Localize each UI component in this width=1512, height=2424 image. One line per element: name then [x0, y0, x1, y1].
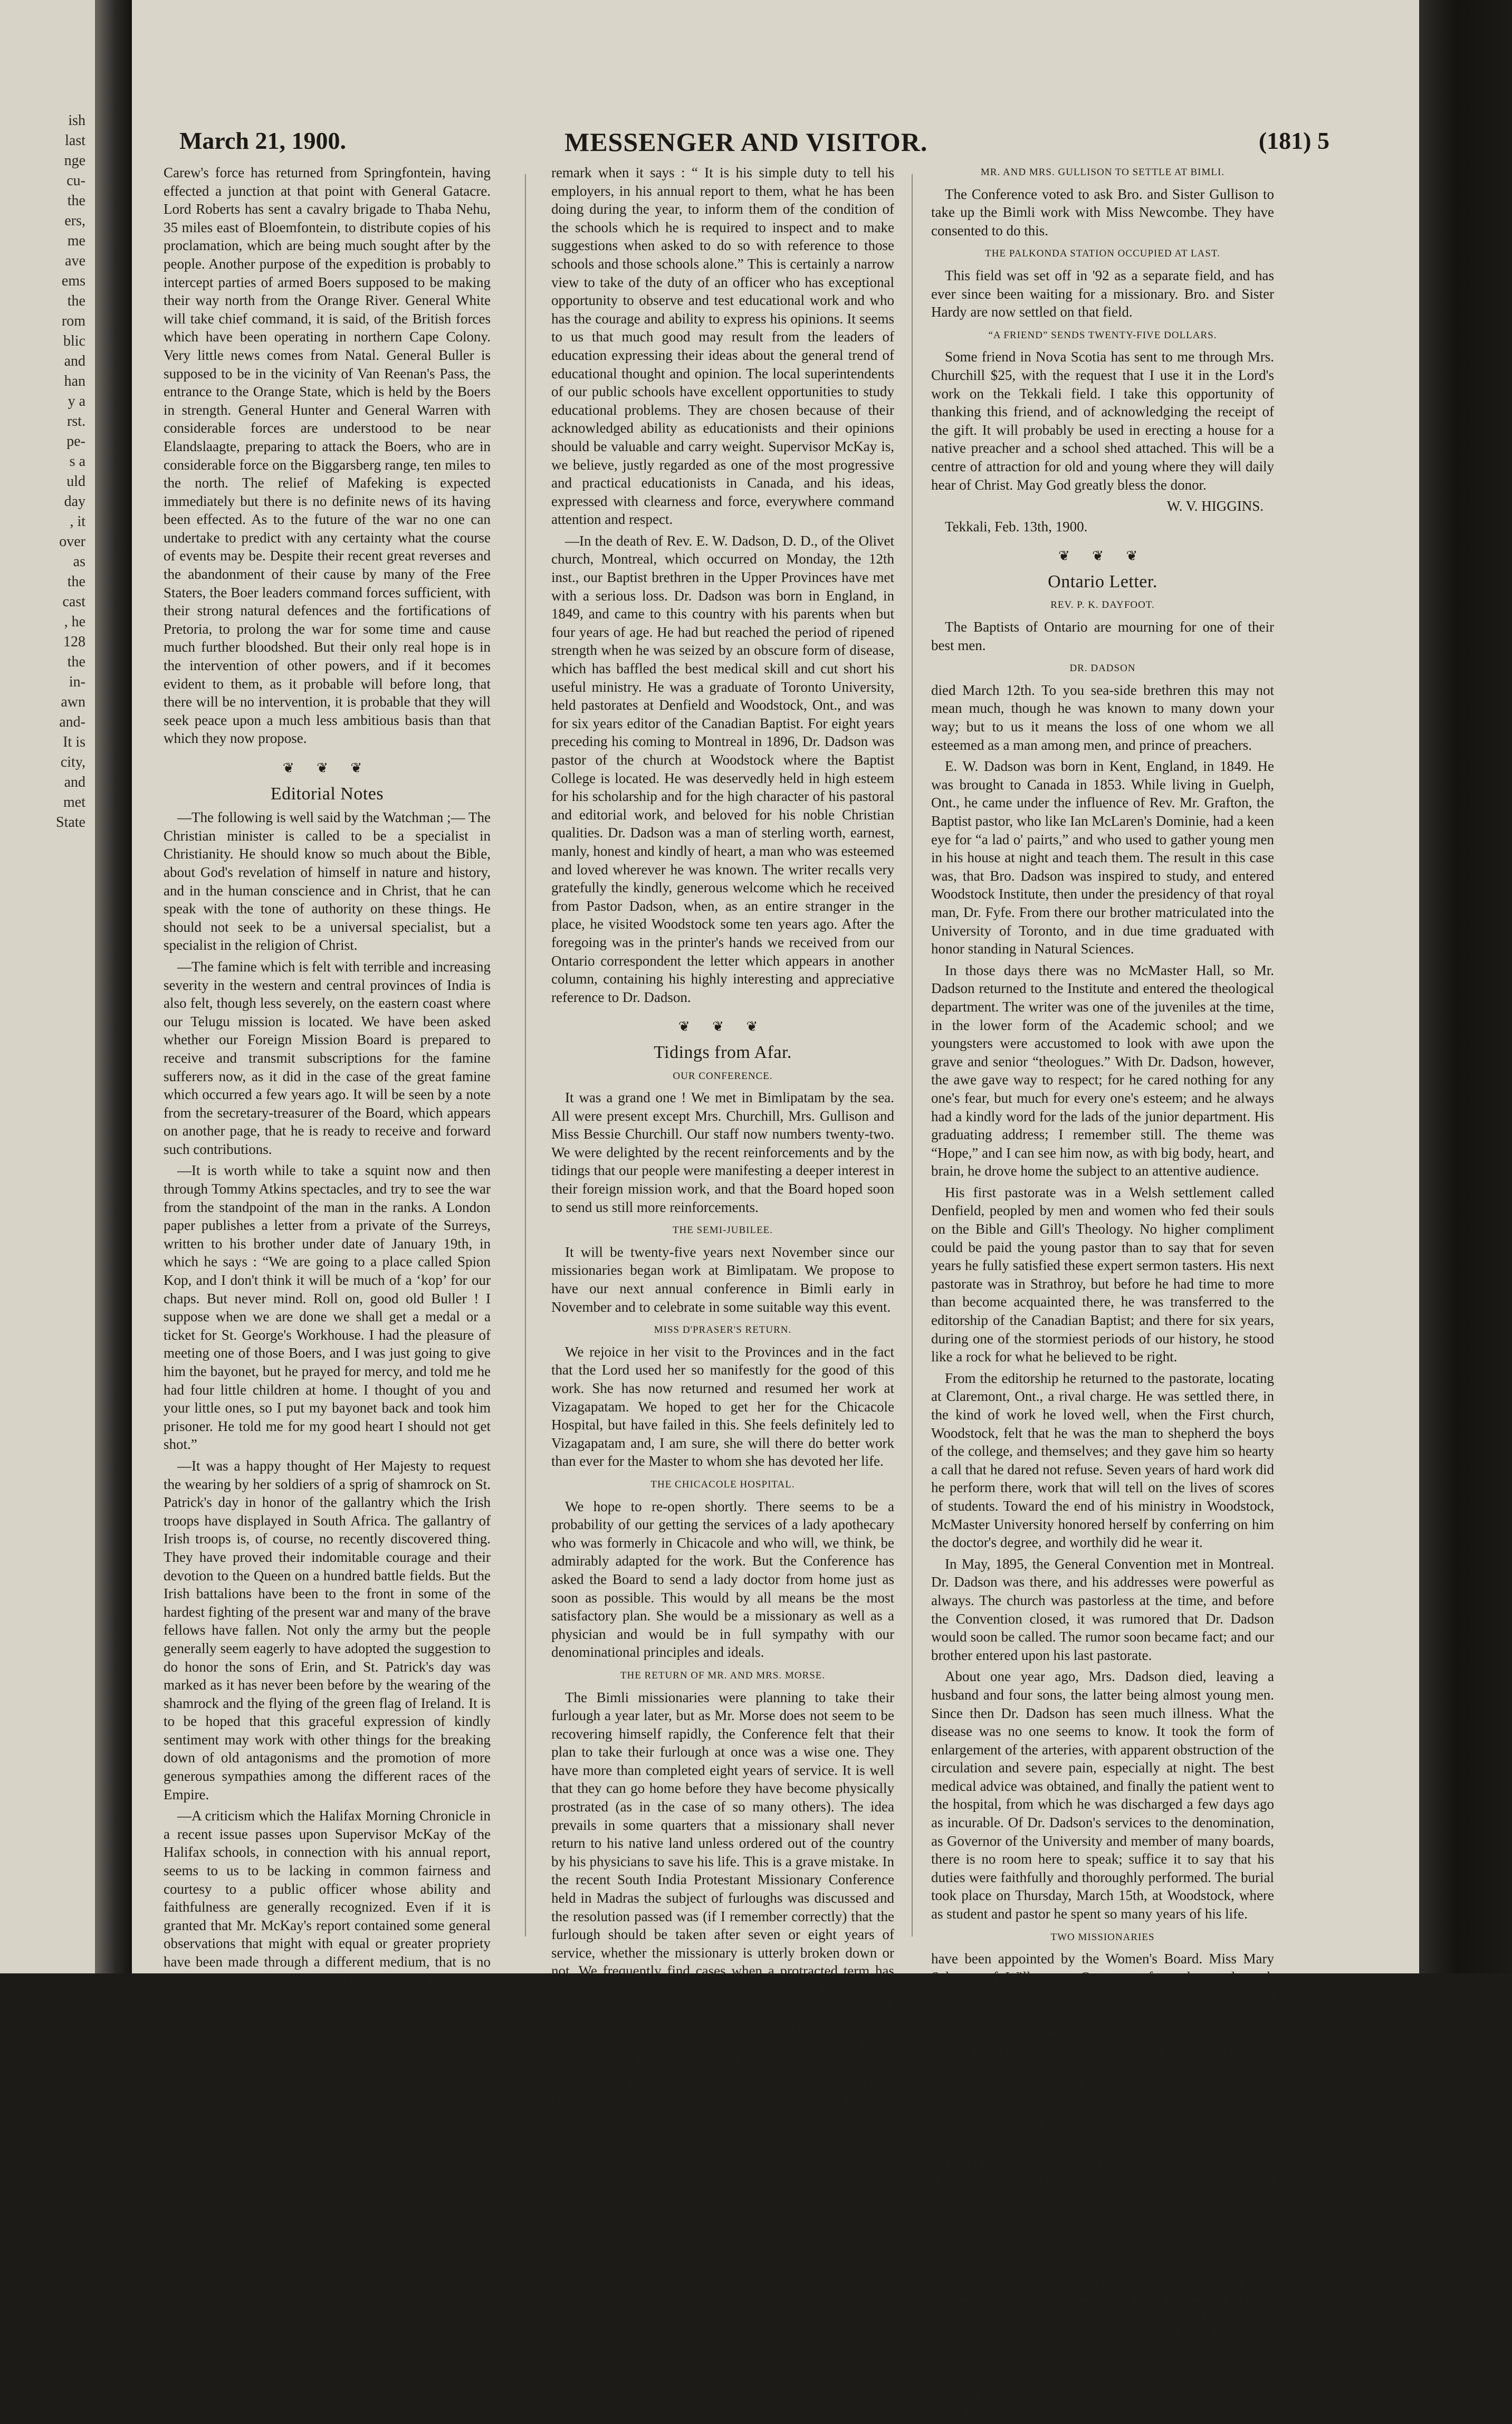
subheading: THE RETURN OF MR. AND MRS. MORSE. — [620, 1669, 826, 1681]
editorial-paragraph: —In the death of Rev. E. W. Dadson, D. D., of the Olivet church, Montreal, which occurred on Monday, the 12th inst., our Baptist brethren in the Upper Provinces have met with a serious loss. Dr. Dadson was born in England, in 1849, and came to this country with his parents when but four years of age. He had but reached the period of ripened strength when he was seized by an obscure form of disease, which has baffled the best medical skill and cut short his useful ministry. He was a graduate of Toronto University, held pastorates at Denfield and Woodstock, Ont., and was for six years editor of the Canadian Baptist. For eight years preceding his coming to Montreal in 1896, Dr. Dadson was pastor of the church at Woodstock where the Baptist College is located. He was deservedly held in high esteem for his scholarship and for the high character of his pastoral and editorial work, and beloved for his noble Christian qualities. Dr. Dadson was a man of sterling worth, earnest, manly, honest and kindly of heart, a man who was esteemed and loved wherever he was known. The writer recalls very gratefully the kindly, generous welcome which he received from Pastor Dadson, when, as an entire stranger in the place, he visited Woodstock some ten years ago. After the foregoing was in the printer's hands we received from our Ontario correspondent the letter which appears in another column, containing his highly interesting and appreciative reference to Dr. Dadson. — [551, 532, 894, 1005]
masthead-title: MESSENGER AND VISITOR. — [564, 127, 928, 157]
page-header — [179, 127, 1329, 169]
previous-page-fragment: 128 — [63, 634, 85, 650]
article-paragraph: Some friend in Nova Scotia has sent to me through Mrs. Churchill $25, with the request that I use it in the Lord's work on the Tekkali field. I take this opportunity of thanking this friend, and of acknowledging the receipt of the gift. It will probably be used in erecting a house for a native preacher and a school shed attached. This will be a centre of attraction for old and young where they will daily hear of Christ. May God greatly bless the donor. — [931, 349, 1274, 493]
subheading: TWO MISSIONARIES — [1050, 1931, 1155, 1943]
article-paragraph: died March 12th. To you sea-side brethren this may not mean much, though he was known to many down your way; but to us it means the loss of one whom we all esteemed as a man among men, and prince of preachers. — [931, 682, 1274, 753]
subheading: THE SEMI-JUBILEE. — [672, 1225, 773, 1236]
article-paragraph: E. W. Dadson was born in Kent, England, in 1849. He was brought to Canada in 1853. While living in Guelph, Ont., he came under the influence of Rev. Mr. Grafton, the Baptist pastor, who like Ian McLaren's Dominie, had a keen eye for “a lad o' pairts,” and who used to gather young men in his house at night and teach them. The result in this case was, that Bro. Dadson was inspired to study, and entered Woodstock Institute, then under the presidency of that royal man, Dr. Fyfe. From there our brother matriculated into the University of Toronto, and in due time graduated with honor standing in Natural Sciences. — [931, 758, 1274, 957]
column-rule — [525, 174, 526, 1936]
ontario-letter-heading: Ontario Letter. — [1048, 571, 1157, 591]
previous-page-fragment: and — [64, 353, 85, 369]
previous-page-fragment: rom — [61, 313, 85, 329]
column-1 — [164, 164, 491, 1988]
column-3 — [931, 164, 1274, 2423]
article-paragraph: In May, 1895, the General Convention met in Montreal. Dr. Dadson was there, and his addresses were powerful as always. The church was pastorless at the time, and before the Convention closed, it was rumored that Dr. Dadson would soon be called. The rumor soon became fact; and our brother entered upon his last pastorate. — [931, 1555, 1274, 1663]
article-paragraph: The Baptists of Ontario are mourning for one of their best men. — [931, 619, 1274, 653]
previous-page-fragment: over — [59, 533, 85, 550]
previous-page-fragment: ems — [61, 273, 85, 289]
byline: REV. P. K. DAYFOOT. — [1050, 599, 1155, 611]
previous-page-fragments — [0, 111, 90, 833]
previous-page-fragment: cast — [62, 594, 85, 610]
previous-page-fragment: y a — [68, 393, 85, 409]
newspaper-page — [132, 0, 1419, 2423]
previous-page-fragment: blic — [63, 333, 85, 349]
previous-page-fragment: and — [64, 774, 85, 790]
subheading: DR. DADSON — [1069, 663, 1136, 674]
article-paragraph: Grace St. church, Montreal, has called Rev. S. Sheldon, of Barrie. — [931, 2367, 1274, 2401]
article-paragraph: The Conference voted to ask Bro. and Sister Gullison to take up the Bimli work with Miss Newcombe. They have consented to do this. — [931, 186, 1274, 238]
previous-page-fragment: city, — [60, 754, 85, 770]
subheading: OUR CONFERENCE. — [673, 1070, 773, 1082]
article-paragraph: From the editorship he returned to the pastorate, locating at Claremont, Ont., a rival charge. He was settled there, in the kind of work he loved well, when the First church, Woodstock, felt that he was the man to shepherd the boys of the college, and themselves; and they gave him so hearty a call that he dared not refuse. Seven years of hard work did he perform there, work that will tell on the lives of scores of students. Toward the end of his ministry in Woodstock, McMaster University honored herself by conferring on him the doctor's degree, and worthily did he wear it. — [931, 1370, 1274, 1551]
previous-page-fragment: the — [67, 293, 85, 309]
section-ornament: ❦ ❦ ❦ — [678, 1019, 768, 1035]
subheading: MR. AND MRS. GULLISON TO SETTLE AT BIMLI. — [980, 167, 1225, 178]
article-paragraph: The Bimli missionaries were planning to take their furlough a year later, but as Mr. Morse does not seem to be recovering himself rapidly, the Conference felt that their plan to take their furlough at once was a wise one. They have more than completed eight years of service. It is well that they can go home before they have become physically prostrated (as in the case of so many others). The idea prevails in some quarters that a missionary shall never return to his native land unless ordered out of the country by his physicians to save his life. This is a grave mistake. In the recent South India Protestant Missionary Conference held in Madras the subject of furloughs was discussed and the resolution passed was (if I remember correctly) that the furlough should be taken after seven or eight years of service, whether the missionary is utterly broken down or not. We frequently find cases when a protracted term has resulted in a permanently shattered condition of health. Such a missionary will return after furlough to drag through another term only able to do about half what he ought to do. Moreover a broken down missionary cannot render to the home side of the work during his furlough that important service which he ought to be able to perform. The home churches need the returned missionary and his message. They not only need him but they need the best he can give them. — [551, 1689, 894, 2143]
subheading: THE CHICACOLE HOSPITAL. — [650, 1478, 795, 1490]
article-paragraph: It was a grand one ! We met in Bimlipatam by the sea. All were present except Mrs. Churchill, Mrs. Gullison and Miss Bessie Churchill. Our staff now numbers twenty-two. We were delighted by the recent reinforcements and by the tidings that our people were manifesting a deeper interest in their foreign mission work, and that the Board hoped soon to send us still more reinforcements. — [551, 1090, 894, 1215]
editorial-notes-heading: Editorial Notes — [270, 784, 384, 804]
previous-page-fragment: s a — [69, 453, 85, 470]
editorial-paragraph: —The famine which is felt with terrible and increasing severity in the western and central provinces of India is also felt, though less severely, on the eastern coast where our Telugu mission is located. We have been asked whether our Foreign Mission Board is prepared to receive and transmit subscriptions for the famine sufferers now, as it did in the case of the great famine which occurred a few years ago. It will be seen by a note from the secretary-treasurer of the Board, which appears on another page, that he is ready to receive and forward such contributions. — [164, 958, 491, 1157]
editorial-paragraph: —It is worth while to take a squint now and then through Tommy Atkins spectacles, and try to see the war from the standpoint of the man in the ranks. A London paper publishes a letter from a private of the Surreys, written to his brother under date of January 19th, in which he says : “We are going to a place called Spion Kop, and I don't think it will be much of a ‘kop’ for our chaps. But never mind. Roll on, good old Buller ! I suppose when we are done we shall get a medal or a ticket for St. George's Workhouse. I had the pleasure of meeting one of those Boers, and I was just going to give him the bayonet, but he prayed for mercy, and told me he had four little children at home. I thought of you and your little ones, so I put my bayonet back and took him prisoner. He told me for my good heart I should not get shot.” — [164, 1162, 491, 1453]
section-ornament: ❦ ❦ ❦ — [282, 760, 372, 776]
previous-page-fragment: awn — [61, 694, 85, 710]
article-paragraph: It will be twenty-five years next November since our missionaries began work at Bimlipatam. We propose to have our next annual conference in Bimli early in November and to celebrate in some suitable way this event. — [551, 1244, 894, 1315]
previous-page-fragment: day — [64, 493, 85, 510]
editorial-paragraph: —A criticism which the Halifax Morning Chronicle in a recent issue passes upon Supervisor McKay of the Halifax schools, in connection with his annual report, seems to us to be lacking in common fairness and courtesy to a public officer whose ability and faithfulness are generally recognized. Even if it is granted that Mr. McKay's report contained some general observations that might with equal or greater propriety have been made through a different medium, that is no sufficient excuse for the Chronicle's offensive tone of — [164, 1808, 491, 1988]
editorial-paragraph: remark when it says : “ It is his simple duty to tell his employers, in his annual report to them, what he has been doing during the year, to inform them of the condition of the schools which he is required to inspect and to make suggestions when asked to do so with reference to those schools and those schools alone.” This is certainly a narrow view to take of the duty of an officer who has exceptional opportunity to observe and test educational work and who has the courage and ability to express his opinions. It seems to us that much good may result from the leaders of education expressing their ideas about the general trend of educational thought and opinion. The local superintendents of our public schools have excellent opportunities to study educational problems. They are chosen because of their acknowledged ability as educationists and their opinions should be valuable and carry weight. Supervisor McKay is, we believe, justly regarded as one of the most progressive and practical educationists in Canada, and his ideas, expressed with clearness and force, everywhere command attention and respect. — [551, 165, 894, 528]
previous-page-fragment: han — [64, 373, 85, 389]
editorial-paragraph: —It was a happy thought of Her Majesty to request the wearing by her soldiers of a sprig of shamrock on St. Patrick's day in honor of the gallantry which the Irish troops have displayed in South Africa. The gallantry of Irish troops is, of course, no recently discovered thing. They have proved their indomitable courage and their devotion to the Queen on a hundred battle fields. But the Irish battalions have been to the front in some of the hardest fighting of the present war and many of the brave fellows have fallen. Not only the army but the people generally seem eagerly to have adopted the suggestion to do honor the sons of Erin, and St. Patrick's day was marked as it has never been before by the wearing of the shamrock and the flying of the green flag of Ireland. It is to be hoped that this graceful expression of kindly sentiment may work with other things for the breaking down of old antagonisms and the promotion of more generous sympathies among the different races of the Empire. — [164, 1457, 491, 1802]
previous-page-fragment: and- — [59, 714, 85, 730]
war-news-paragraph: Carew's force has returned from Springfontein, having effected a junction at that point with General Gatacre. Lord Roberts has sent a cavalry brigade to Thaba Nehu, 35 miles east of Bloemfontein, to distribute copies of his proclamation, which are being much sought after by the people. Another purpose of the expedition is probably to intercept parties of armed Boers supposed to be making their way north from the Orange River. General White will take chief command, it is said, of the British forces which have been operating in northern Cape Colony. Very little news comes from Natal. General Buller is supposed to be in the vicinity of Van Reenan's Pass, the entrance to the Orange State, which is held by the Boers in strength. General Hunter and General Warren with considerable forces are understood to be near Elandslaagte, preparing to attack the Boers, who are in considerable force on the Biggarsberg range, ten miles to the north. The relief of Mafeking is expected immediately but there is no definite news of its having been effected. As to the future of the war no one can undertake to predict with any certainty what the course of events may be. Despite their recent great reverses and the abandonment of their cause by many of the Free Staters, the Boer leaders command forces sufficient, with their strong natural defences and the fortifications of Pretoria, to prolong the war for some time and cause much further bloodshed. But their only real hope is in the intervention of other powers, and if it becomes evident to them, as it probable will before long, that there will be no intervention, it is probable that they will seek peace upon a much less ambitious basis than that which they now propose. — [164, 165, 491, 747]
previous-page-fragment: last — [65, 132, 85, 149]
previous-page-fragment: , it — [70, 513, 85, 530]
subheading: OBITER. — [1081, 2235, 1124, 2247]
previous-page-fragment: in- — [69, 674, 85, 690]
column-rule — [912, 174, 913, 1936]
issue-date: March 21, 1900. — [179, 127, 347, 154]
place-date: Tekkali, Feb. 13th, 1900. — [945, 518, 1088, 535]
subheading: MISS D'PRASER'S RETURN. — [654, 1324, 792, 1336]
place: Pt. Hope, Ont. — [945, 2407, 1027, 2423]
article-paragraph: have been appointed by the Women's Board. Miss Mary Salman, of Wilkesport, Ont., was formerly a telegraph operator and post office clerk. She has long been interested in missions, and was once directress of the Western Association. She spent one year in the Baptist Training school in Chicago, and two years in the Chicago Hospital. She is now nursing and saving money to complete the Training School course. She will go in the autumn to India, replacing Miss Stovel, now Mrs. McLeod. — [931, 1951, 1274, 2113]
article-paragraph: His first pastorate was in a Welsh settlement called Denfield, peopled by men and women who fed their souls on the Bible and Gill's Theology. No higher compliment could be paid the young pastor than to say that for seven years he fully satisfied these expert sermon tasters. His next pastorate was in Strathroy, but before he had time to more than become acquainted there, he was transferred to the editorship of the Canadian Baptist; and there for six years, during one of the stormiest periods of our history, he stood like a rock for what he believed to be right. — [931, 1184, 1274, 1365]
article-paragraph: We rejoice in her visit to the Provinces and in the fact that the Lord used her so manifestly for the good of this work. She has now returned and resumed her work at Vizagapatam. We hoped to get her for the Chicacole Hospital, but have failed in this. She feels definitely led to Vizagapatam and, I am sure, she will there do better work than ever for the Master to whom she has devoted her life. — [551, 1343, 894, 1469]
article-paragraph: This field was set off in '92 as a separate field, and has ever since been waiting for a missionary. Bro. and Sister Hardy are now settled on that field. — [931, 267, 1274, 320]
previous-page-fragment: pe- — [66, 433, 85, 450]
previous-page-fragment: , he — [64, 614, 85, 630]
previous-page-fragment: met — [63, 794, 85, 810]
previous-page-fragment: ers, — [64, 213, 85, 229]
signature: W. V. HIGGINS. — [1166, 498, 1264, 514]
article-paragraph: Dr. Gertrude Hulet was educated in the Collegiate Institute at Woodstock, and then graduated at the Toronto School of Medicine. She has been a practicing physician for three years, and will go to India as soon as funds will permit. In the meantime she will take a course in the Toronto Bible Training School. — [931, 2118, 1274, 2226]
article-paragraph: In those days there was no McMaster Hall, so Mr. Dadson returned to the Institute and entered the theological department. The writer was one of the juveniles at the time, in the lower form of the Academic school; and we youngsters were accustomed to look with awe upon the grave and senior “theologues.” With Dr. Dadson, however, the awe gave way to respect; for he cared nothing for any one's fear, but much for every one's esteem; and he always had a kindly word for the lads of the junior department. His graduating address; I remember still. The theme was “Hope,” and I can see him now, as with big body, heart, and brain, he drove home the subject to an attentive audience. — [931, 962, 1274, 1179]
previous-page-fragment: as — [73, 553, 85, 570]
previous-page-fragment: ish — [68, 112, 85, 129]
previous-page-fragment: It is — [63, 734, 85, 750]
previous-page-fragment: me — [67, 233, 85, 249]
article-paragraph: About one year ago, Mrs. Dadson died, leaving a husband and four sons, the latter being almost young men. Since then Dr. Dadson has seen much illness. What the disease was no one seems to know. It took the form of enlargement of the arteries, with apparent obstruction of the circulation and severe pain, especially at night. The best medical advice was obtained, and finally the patient went to the hospital, from which he was discharged a few days ago as incurable. Of Dr. Dadson's services to the denomination, as Governor of the University and member of many boards, there is no room here to speak; suffice it to say that his duties were faithfully and thoroughly performed. The burial took place on Thursday, March 15th, at Woodstock, where as student and pastor he spent so many years of his life. — [931, 1668, 1274, 1922]
previous-page-fragment: ave — [65, 253, 85, 269]
previous-page-fragment: the — [67, 654, 85, 670]
previous-page-fragment: State — [56, 814, 85, 831]
subheading: “A FRIEND” SENDS TWENTY-FIVE DOLLARS. — [988, 329, 1217, 341]
section-ornament: ❦ ❦ ❦ — [1058, 548, 1147, 564]
previous-page-fragment: nge — [64, 152, 85, 169]
tidings-heading: Tidings from Afar. — [654, 1042, 792, 1062]
previous-page-fragment: the — [67, 574, 85, 590]
previous-page-fragment: rst. — [67, 413, 85, 430]
previous-page-edge — [0, 0, 95, 1973]
column-2 — [551, 164, 894, 2143]
previous-page-fragment: the — [67, 193, 85, 209]
subheading: THE PALKONDA STATION OCCUPIED AT LAST. — [985, 248, 1220, 260]
article-paragraph: We hope to re-open shortly. There seems to be a probability of our getting the services of a lady apothecary who was formerly in Chicacole and who will, we think, be admirably adapted for the work. But the Conference has asked the Board to send a lady doctor from home just as soon as possible. This would by all means be the most satisfactory plan. She would be a missionary as well as a physician and would be in full sympathy with our denominational principles and ideals. — [551, 1498, 894, 1660]
previous-page-fragment: cu- — [66, 173, 85, 189]
book-gutter — [95, 0, 132, 1973]
previous-page-fragment: uld — [66, 473, 85, 490]
right-page-edge — [1419, 0, 1512, 1973]
editorial-paragraph: —The following is well said by the Watchman ;— The Christian minister is called to be a specialist in Christianity. He should know so much about the Bible, about God's revelation of himself in nature and history, and in the human conscience and in Christ, that he can speak with the tone of authority on these things. He should not seek to be a universal specialist, but a specialist in the religion of Christ. — [164, 809, 491, 953]
page-number: (181) 5 — [1258, 127, 1329, 154]
article-paragraph: Dr. Justin D. Fulton, once pastor at Tremont Temple, Boston Mass., later an evangelist among the French in Quebec Province, has been in Toronto several weeks, helping in special meetings at College St. and Dover Court Road. He is a mighty preacher, and much good has been done. — [931, 2254, 1274, 2362]
